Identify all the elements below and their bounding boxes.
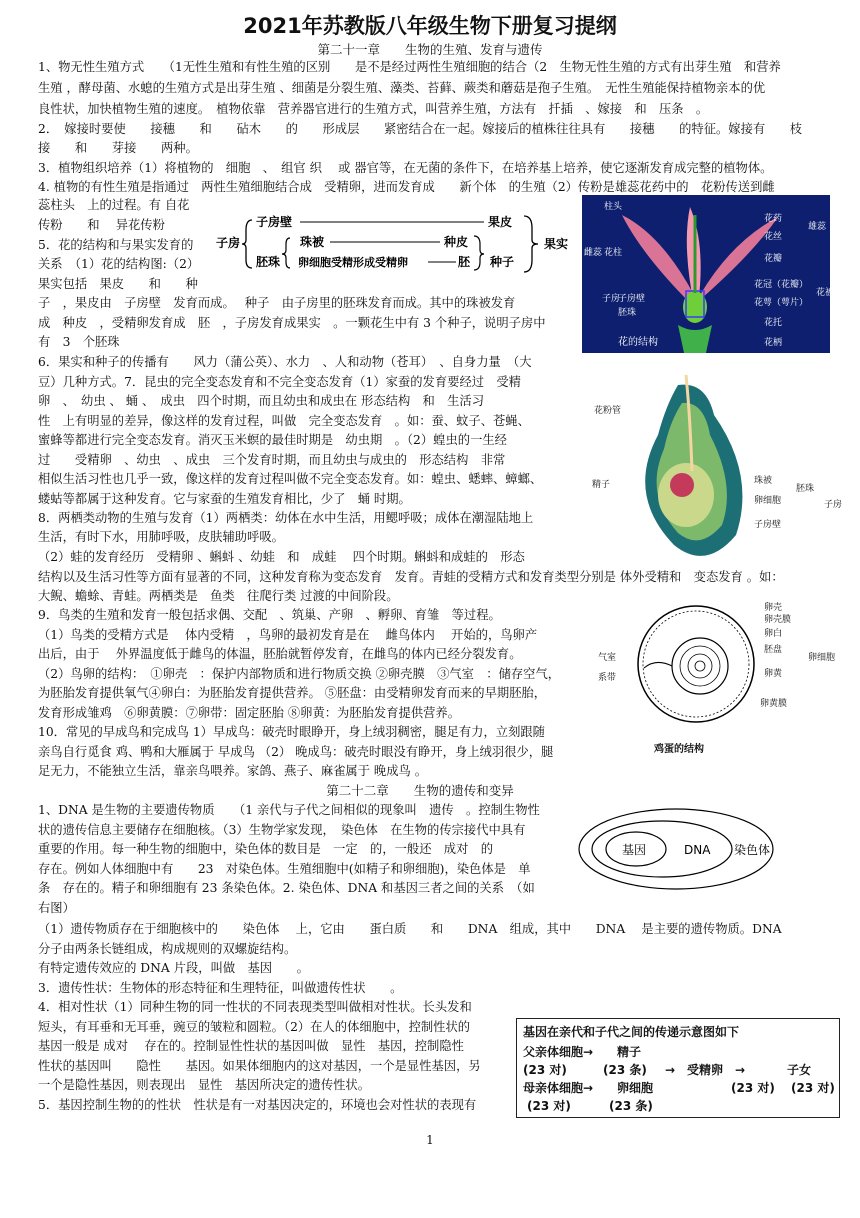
- ovule-label: 珠被: [754, 476, 773, 486]
- fruit-development-diagram: [212, 210, 584, 275]
- text-line: 良性状，加快植物生殖的速度。 植物依靠 营养器官进行的生殖方式，叫营养生殖，方法有 扦插 、嫁接 和 压条 。: [38, 102, 709, 116]
- chapter-22-heading: 第二十二章 生物的遗传和变异: [326, 783, 514, 798]
- text-line: 9．鸟类的生殖和发育一般包括求偶、交配 、筑巢、产卵 、孵卵、育雏 等过程。: [38, 608, 501, 622]
- text-line: （2）蛙的发育经历 受精卵 、蝌蚪 、幼蛙 和 成蛙 四个时期。蝌蚪和成蛙的 形态: [38, 550, 525, 564]
- transmission-sperm: 精子: [617, 1045, 642, 1059]
- text-line: 生殖 ，酵母菌、水螅的生殖方式是出芽生殖 、细菌是分裂生殖、藻类、苔藓、蕨类和蘑菇是孢子生殖。 无性生殖能保持植物亲本的优: [38, 81, 766, 95]
- text-line: 条 存在的。精子和卵细胞有 23 条染色体。2. 染色体、DNA 和基因三者之间的关系 （如: [38, 881, 535, 895]
- text-line: 过 受精卵 、幼虫 、成虫 三个发育时期，而且幼虫与成虫的 形态结构 非常: [38, 453, 506, 467]
- text-line: 状的遗传信息主要储存在细胞核。（3）生物学家发现， 染色体 在生物的传宗接代中具有: [38, 823, 526, 837]
- fruit-map-ovule: 胚珠: [256, 255, 281, 269]
- gene-transmission-box: [516, 1018, 840, 1118]
- flower-label: 花萼（萼片）: [754, 298, 809, 308]
- text-line: 1、DNA 是生物的主要遗传物质 （1 亲代与子代之间相似的现象叫 遗传 。控制生物性: [38, 803, 540, 817]
- text-line: 10．常见的早成鸟和完成鸟 1）早成鸟：破壳时眼睁开，身上绒羽稠密，腿足有力，立刻跟随: [38, 725, 545, 739]
- fruit-map-ovary-wall: 子房壁: [256, 215, 293, 229]
- text-line: 豆）几种方式。7．昆虫的完全变态发育和不完全变态发育（1）家蚕的发育要经过 受精: [38, 375, 521, 389]
- ovule-label: 子房: [824, 500, 843, 510]
- flower-label: 花被: [816, 288, 835, 298]
- flower-label: 花丝: [764, 232, 783, 242]
- text-line: 有特定遗传效应的 DNA 片段，叫做 基因 。: [38, 961, 309, 975]
- text-line: 基因一般是 成对 存在的。控制显性性状的基因叫做 显性 基因，控制隐性: [38, 1039, 464, 1053]
- flower-structure-figure: [582, 195, 835, 353]
- fruit-map-zygote: 卵细胞受精形成受精卵: [298, 256, 408, 269]
- text-line: 蜜蜂等都进行完全变态发育。消灭玉米螟的最佳时期是 幼虫期 。（2）蝗虫的一生经: [38, 433, 507, 447]
- text-line: 相似生活习性也几乎一致，像这样的发育过程叫做不完全变态发育。如：蝗虫、蟋蟀、蟑螂、: [38, 472, 543, 486]
- egg-label: 系带: [598, 673, 617, 683]
- fruit-map-ovary: 子房: [216, 236, 241, 250]
- text-line: 性状的基因叫 隐性 基因。如果体细胞内的这对基因，一个是显性基因，另: [38, 1059, 481, 1073]
- text-line: 存在。例如人体细胞中有 23 对染色体。生殖细胞中(如精子和卵细胞)，染色体是 单: [38, 862, 531, 876]
- text-line: 子 ，果皮由 子房壁 发育而成。 种子 由子房里的胚珠发育而成。其中的珠被发育: [38, 296, 516, 310]
- transmission-pairs: (23 对): [731, 1081, 775, 1095]
- flower-label: 花瓣: [764, 254, 783, 264]
- flower-label: 花柱: [604, 248, 623, 258]
- egg-label: 气室: [598, 653, 617, 663]
- text-line: 分子由两条长链组成，构成规则的双螺旋结构。: [38, 942, 297, 956]
- transmission-title: 基因在亲代和子代之间的传递示意图如下: [523, 1025, 740, 1039]
- egg-label: 卵黄膜: [760, 699, 788, 709]
- flower-label: 花冠（花瓣）: [754, 280, 809, 290]
- egg-caption: 鸡蛋的结构: [654, 744, 704, 755]
- text-line: 性 上有明显的差异，像这样的发育过程，叫做 完全变态发育 。如：蚕、蚊子、苍蝇、: [38, 414, 530, 428]
- egg-label: 卵细胞: [808, 653, 836, 663]
- text-line: 卵 、 幼虫 、 蛹 、 成虫 四个时期，而且幼虫和成虫在 形态结构 和 生活习: [38, 394, 485, 408]
- fruit-map-integument: 珠被: [300, 235, 325, 249]
- text-line: 8．两栖类动物的生殖与发育（1）两栖类：幼体在水中生活，用鳃呼吸；成体在潮湿陆地上: [38, 511, 534, 525]
- text-line: 1、物无性生殖方式 （1无性生殖和有性生殖的区别 是不是经过两性生殖细胞的结合（2 生物无性生殖的方式有出芽生殖 和营养: [38, 60, 781, 74]
- text-line: 5．花的结构和与果实发育的: [38, 238, 194, 252]
- page-number: 1: [426, 1133, 434, 1147]
- transmission-pairs: (23 对): [523, 1063, 567, 1077]
- flower-label: 胚珠: [618, 308, 637, 318]
- text-line: 成 种皮 ，受精卵发育成 胚 ，子房发育成果实 。一颗花生中有 3 个种子，说明子房中: [38, 316, 546, 330]
- text-line: 短头，有耳垂和无耳垂，豌豆的皱粒和圆粒。（2）在人的体细胞中，控制性状的: [38, 1020, 471, 1034]
- transmission-father: 父亲体细胞→: [523, 1045, 594, 1059]
- fruit-map-pericarp: 果皮: [488, 215, 513, 229]
- text-line: 结构以及生活习性等方面有显著的不同，这种发育称为变态发育 发育。青蛙的受精方式和发育类型分别是 体外受精和 变态发育 。如：: [38, 570, 784, 584]
- chromosome-label: 染色体: [734, 843, 771, 857]
- text-line: 6．果实和种子的传播有 风力（蒲公英）、水力 、人和动物（苍耳） 、自身力量 （大: [38, 355, 532, 369]
- text-line: （2）鸟卵的结构： ①卵壳 ：保护内部物质和进行物质交换 ②卵壳膜 ③气室 ：储存空气，: [38, 667, 561, 681]
- transmission-mother: 母亲体细胞→: [523, 1081, 594, 1095]
- fruit-map-embryo: 胚: [458, 255, 471, 269]
- text-line: 果实包括 果皮 和 种: [38, 277, 198, 291]
- text-line: 3．植物组织培养（1）将植物的 细胞 、 组官 织 或 器官等，在无菌的条件下，在培养基上培养，使它逐渐发育成完整的植物体。: [38, 161, 773, 175]
- text-line: 发育形成雏鸡 ⑥卵黄膜：⑦卵带：固定胚胎 ⑧卵黄：为胚胎发育提供营养。: [38, 706, 461, 720]
- flower-label: 柱头: [604, 202, 623, 212]
- egg-label: 卵壳: [764, 603, 783, 613]
- flower-label: 雄蕊: [808, 222, 827, 232]
- ovule-label: 胚珠: [796, 484, 815, 494]
- text-line: 5．基因控制生物的的性状 性状是有一对基因决定的，环境也会对性状的表现有: [38, 1098, 477, 1112]
- fruit-map-seed: 种子: [490, 255, 515, 269]
- page-title: 2021年苏教版八年级生物下册复习提纲: [243, 14, 617, 38]
- text-line: 蝼蛄等都属于这种发育。它与家蚕的生殖发育相比，少了 蛹 时期。: [38, 492, 411, 506]
- text-line: 接 和 芽接 两种。: [38, 141, 198, 155]
- ovule-label: 精子: [592, 480, 611, 490]
- transmission-singles: (23 条): [603, 1063, 647, 1077]
- fruit-map-fruit: 果实: [544, 237, 569, 251]
- flower-label: 雌蕊: [584, 248, 603, 258]
- text-line: 关系 （1）花的结构图:（2）: [38, 257, 200, 271]
- text-line: 为胚胎发育提供氧气④卵白：为胚胎发育提供营养。 ⑤胚盘：由受精卵发育而来的早期胚胎，: [38, 686, 547, 700]
- text-line: 有 3 个胚珠: [38, 335, 120, 349]
- text-line: 蕊柱头 上的过程。有 自花: [38, 198, 190, 212]
- text-line: 右图）: [38, 901, 75, 915]
- text-line: 4. 植物的有性生殖是指通过 两性生殖细胞结合成 受精卵，进而发育成 新个体 的生殖（2）传粉是雄蕊花药中的 花粉传送到雌: [38, 180, 775, 194]
- flower-label: 花柄: [764, 338, 783, 348]
- text-line: 亲鸟自行觅食 鸡、鸭和大雁属于 早成鸟 （2） 晚成鸟：破壳时眼没有睁开，身上绒羽很少，腿: [38, 745, 554, 759]
- transmission-pairs: (23 对): [791, 1081, 835, 1095]
- transmission-egg-cell: 卵细胞: [617, 1081, 654, 1095]
- text-line: 出后，由于 外界温度低于雌鸟的体温，胚胎就暂停发育，在雌鸟的体内已经分裂发育。: [38, 647, 522, 661]
- ovule-label: 卵细胞: [754, 496, 782, 506]
- transmission-pairs: (23 对): [527, 1099, 571, 1113]
- ovule-fertilization-figure: [586, 375, 846, 570]
- text-line: 重要的作用。每一种生物的细胞中，染色体的数目是 一定 的，一般还 成对 的: [38, 842, 493, 856]
- egg-label: 胚盘: [764, 645, 783, 655]
- transmission-fertilized: → 受精卵 →: [665, 1063, 746, 1077]
- text-line: （1）遗传物质存在于细胞核中的 染色体 上，它由 蛋白质 和 DNA 组成，其中 DNA 是主要的遗传物质。DNA: [38, 922, 782, 936]
- text-line: 足无力，不能独立生活，靠亲鸟喂养。家鸽、燕子、麻雀属于 晚成鸟 。: [38, 764, 428, 778]
- text-line: 传粉 和 异花传粉: [38, 218, 190, 232]
- gene-dna-chromosome-diagram: [576, 806, 810, 892]
- text-line: 3．遗传性状：生物体的形态特征和生理特征，叫做遗传性状 。: [38, 981, 403, 995]
- gene-label: 基因: [622, 843, 647, 857]
- transmission-child: 子女: [787, 1063, 812, 1077]
- text-line: 4．相对性状（1）同种生物的同一性状的不同表现类型叫做相对性状。长头发和: [38, 1000, 472, 1014]
- text-line: （1）鸟类的受精方式是 体内受精 ，鸟卵的最初发育是在 雌鸟体内 开始的，鸟卵产: [38, 628, 538, 642]
- text-line: 大鲵、蟾蜍、青蛙。两栖类是 鱼类 往爬行类 过渡的中间阶段。: [38, 589, 399, 603]
- ovule-label: 花粉管: [594, 406, 622, 416]
- flower-label: 花托: [764, 318, 783, 328]
- transmission-singles: (23 条): [609, 1099, 653, 1113]
- egg-label: 卵白: [764, 629, 783, 639]
- egg-label: 卵壳膜: [764, 615, 792, 625]
- egg-label: 卵黄: [764, 669, 783, 679]
- text-line: 一个是隐性基因，则表现出 显性 基因所决定的遗传性状。: [38, 1078, 371, 1092]
- flower-label: 子房: [602, 294, 621, 304]
- text-line: 生活，有时下水，用肺呼吸，皮肤辅助呼吸。: [38, 530, 284, 544]
- flower-label: 花药: [764, 214, 783, 224]
- egg-structure-figure: [596, 598, 840, 758]
- flower-label: 子房壁: [618, 294, 646, 304]
- dna-label: DNA: [684, 843, 711, 857]
- ovule-label: 子房壁: [754, 520, 782, 530]
- chapter-21-heading: 第二十一章 生物的生殖、发育与遗传: [317, 42, 543, 57]
- fruit-map-seed-coat: 种皮: [444, 235, 469, 249]
- text-line: 2． 嫁接时要使 接穗 和 砧木 的 形成层 紧密结合在一起。嫁接后的植株往往具有 接穗 的特征。嫁接有 枝: [38, 122, 803, 136]
- flower-caption: 花的结构: [618, 337, 658, 348]
